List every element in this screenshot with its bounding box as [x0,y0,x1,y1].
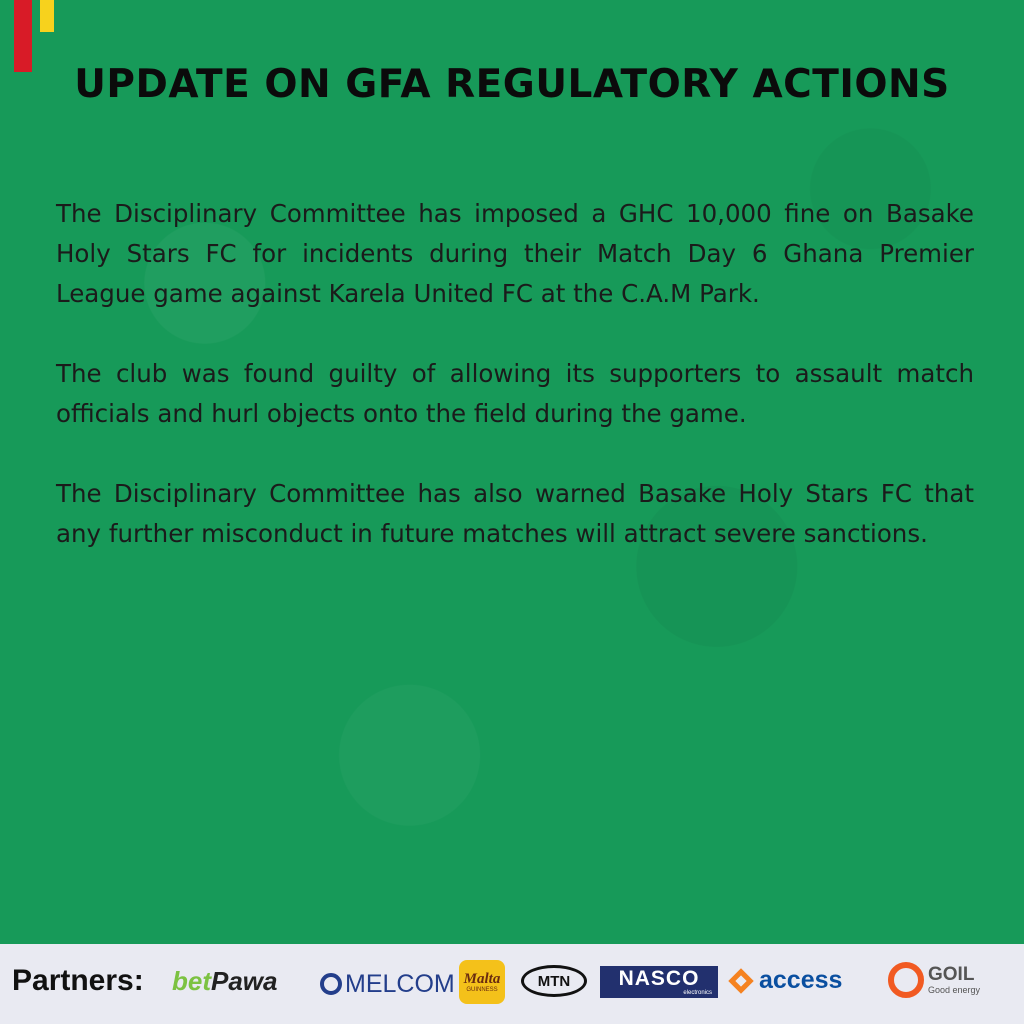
malta-guinness-logo [459,960,505,1004]
goil-logo-text: GOIL [928,964,975,985]
flag-yellow-stripe [40,0,54,32]
access-diamond-icon [728,968,753,993]
melcom-logo [320,964,455,1004]
announcement-body [56,194,974,594]
partners-label: Partners: [12,964,144,997]
goil-tagline: Good energy [928,985,981,995]
mtn-logo [521,965,587,997]
melcom-ring-icon [320,973,342,995]
access-logo-text: access [759,966,843,994]
betpawa-logo-part1: bet [172,966,211,996]
paragraph-warning: The Disciplinary Committee has also warned Basake Holy Stars FC that any further misconduct in future matches will attract severe sanctions. [56,479,974,548]
page-title: UPDATE ON GFA REGULATORY ACTIONS [74,62,950,107]
access-bank-logo [732,966,842,995]
goil-logo [888,962,980,998]
paragraph-guilty: The club was found guilty of allowing its supporters to assault match officials and hurl objects onto the field during the game. [56,359,974,428]
betpawa-logo [172,966,278,997]
malta-logo-sub: GUINNESS [466,986,498,993]
mtn-logo-text: MTN [537,972,571,990]
melcom-logo-text: MELCOM [345,969,455,998]
goil-swirl-icon [888,962,924,998]
betpawa-logo-part2: Pawa [211,966,278,996]
nasco-logo-sub: electronics [683,989,712,996]
malta-logo-text: Malta [463,970,501,987]
nasco-logo-text: NASCO [618,966,700,990]
partners-footer [0,944,1024,1024]
nasco-logo [600,966,718,998]
paragraph-fine: The Disciplinary Committee has imposed a GHC 10,000 fine on Basake Holy Stars FC for incidents during their Match Day 6 Ghana Premier League game against Karela United FC at the C.A.M Park. [56,199,974,308]
